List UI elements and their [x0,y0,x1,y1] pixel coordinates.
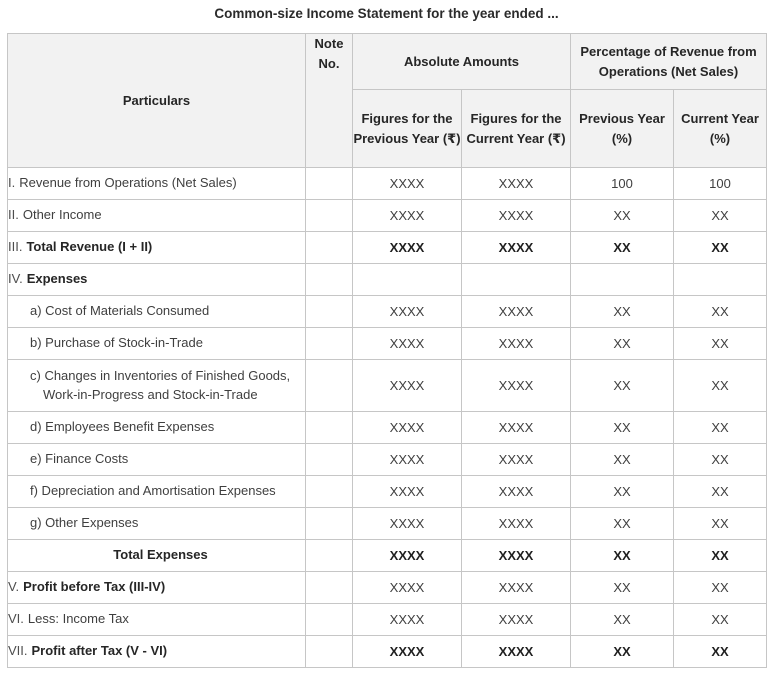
cell-previous-pct: XX [571,360,674,412]
cell-note-no [306,476,353,508]
row-label-line2: Work-in-Progress and Stock-in-Trade [43,386,258,402]
row-prefix: III. [8,239,23,255]
cell-particulars [8,636,306,668]
cell-previous-pct: XX [571,296,674,328]
cell-note-no [306,200,353,232]
cell-previous-pct: XX [571,636,674,668]
cell-figures-previous: XXXX [353,412,462,444]
cell-particulars [8,540,306,572]
cell-figures-previous: XXXX [353,444,462,476]
cell-current-pct: XX [674,508,767,540]
cell-figures-current: XXXX [462,296,571,328]
cell-note-no [306,232,353,264]
cell-note-no [306,540,353,572]
table-row-total-expenses [8,540,767,572]
cell-previous-pct: 100 [571,168,674,200]
cell-current-pct: XX [674,232,767,264]
cell-current-pct [674,264,767,296]
cell-note-no [306,636,353,668]
cell-previous-pct: XX [571,412,674,444]
cell-previous-pct: XX [571,200,674,232]
row-label: Profit before Tax (III-IV) [23,579,166,595]
cell-figures-current: XXXX [462,604,571,636]
cell-note-no [306,264,353,296]
cell-figures-previous: XXXX [353,296,462,328]
row-prefix: I. [8,175,16,191]
header-current-year-pct: Current Year (%) [674,90,767,168]
cell-figures-current: XXXX [462,636,571,668]
table-row-other-expenses [8,508,767,540]
table-row-finance-costs [8,444,767,476]
cell-particulars [8,232,306,264]
cell-particulars [8,328,306,360]
row-label: Less: Income Tax [27,611,129,627]
cell-figures-current: XXXX [462,540,571,572]
cell-figures-previous: XXXX [353,476,462,508]
row-prefix: V. [8,579,20,595]
cell-current-pct: XX [674,296,767,328]
cell-figures-previous [353,264,462,296]
cell-figures-current: XXXX [462,200,571,232]
cell-figures-previous: XXXX [353,604,462,636]
row-prefix: VII. [8,643,28,659]
cell-particulars [8,412,306,444]
cell-previous-pct: XX [571,476,674,508]
header-row-groups [8,34,767,90]
table-row-expenses-heading [8,264,767,296]
cell-figures-previous: XXXX [353,168,462,200]
cell-previous-pct [571,264,674,296]
cell-current-pct: XX [674,540,767,572]
cell-note-no [306,360,353,412]
cell-figures-previous: XXXX [353,232,462,264]
row-prefix: IV. [8,271,23,287]
table-row-total-revenue [8,232,767,264]
header-percentage-group: Percentage of Revenue from Operations (Net Sales) [571,34,767,90]
cell-current-pct: XX [674,476,767,508]
cell-figures-previous: XXXX [353,328,462,360]
header-previous-year-pct: Previous Year (%) [571,90,674,168]
cell-current-pct: XX [674,200,767,232]
row-label: f) Depreciation and Amortisation Expenses [30,483,276,499]
cell-particulars [8,604,306,636]
cell-note-no [306,412,353,444]
cell-note-no [306,328,353,360]
cell-figures-current [462,264,571,296]
cell-note-no [306,168,353,200]
header-absolute-amounts: Absolute Amounts [353,34,571,90]
cell-figures-current: XXXX [462,328,571,360]
cell-figures-current: XXXX [462,168,571,200]
cell-current-pct: XX [674,360,767,412]
cell-particulars [8,476,306,508]
cell-particulars [8,508,306,540]
cell-figures-previous: XXXX [353,508,462,540]
cell-figures-previous: XXXX [353,572,462,604]
cell-particulars [8,296,306,328]
cell-figures-current: XXXX [462,232,571,264]
row-label: Profit after Tax (V - VI) [31,643,168,659]
row-label: c) Changes in Inventories of Finished Goods, [30,367,291,383]
cell-previous-pct: XX [571,540,674,572]
cell-current-pct: XX [674,572,767,604]
row-prefix: II. [8,207,19,223]
table-row-purchase-stock [8,328,767,360]
cell-particulars [8,360,306,412]
cell-figures-current: XXXX [462,360,571,412]
cell-note-no [306,296,353,328]
cell-previous-pct: XX [571,328,674,360]
cell-note-no [306,508,353,540]
cell-particulars [8,168,306,200]
row-label: Revenue from Operations (Net Sales) [19,175,237,191]
row-label: Expenses [26,271,88,287]
cell-current-pct: XX [674,636,767,668]
cell-previous-pct: XX [571,508,674,540]
cell-figures-current: XXXX [462,444,571,476]
cell-current-pct: XX [674,604,767,636]
table-row-other-income [8,200,767,232]
row-label: a) Cost of Materials Consumed [30,303,210,319]
cell-figures-current: XXXX [462,412,571,444]
table-row-changes-inventories [8,360,767,412]
cell-figures-previous: XXXX [353,636,462,668]
header-particulars: Particulars [8,34,306,168]
table-row-profit-before-tax [8,572,767,604]
cell-figures-current: XXXX [462,508,571,540]
cell-current-pct: XX [674,328,767,360]
header-note-no: Note No. [306,34,353,168]
header-figures-current-year: Figures for the Current Year (₹) [462,90,571,168]
row-label: e) Finance Costs [30,451,129,467]
row-label: Total Expenses [113,547,208,563]
row-label: d) Employees Benefit Expenses [30,419,215,435]
cell-current-pct: XX [674,412,767,444]
table-row-depreciation [8,476,767,508]
page-title: Common-size Income Statement for the year ended ... [214,6,559,21]
table-row-employees-benefit [8,412,767,444]
cell-figures-previous: XXXX [353,540,462,572]
row-label: Other Income [22,207,102,223]
row-prefix: VI. [8,611,24,627]
cell-figures-current: XXXX [462,476,571,508]
cell-current-pct: XX [674,444,767,476]
cell-figures-previous: XXXX [353,360,462,412]
cell-particulars [8,200,306,232]
cell-figures-previous: XXXX [353,200,462,232]
cell-note-no [306,572,353,604]
row-label: Total Revenue (I + II) [26,239,153,255]
cell-figures-current: XXXX [462,572,571,604]
row-label: b) Purchase of Stock-in-Trade [30,335,203,351]
income-statement-table [7,33,767,668]
cell-current-pct: 100 [674,168,767,200]
cell-particulars [8,264,306,296]
cell-previous-pct: XX [571,232,674,264]
table-row-revenue-operations [8,168,767,200]
header-figures-previous-year: Figures for the Previous Year (₹) [353,90,462,168]
cell-previous-pct: XX [571,572,674,604]
cell-particulars [8,572,306,604]
row-label: g) Other Expenses [30,515,139,531]
cell-note-no [306,604,353,636]
cell-previous-pct: XX [571,604,674,636]
table-row-cost-of-materials [8,296,767,328]
cell-previous-pct: XX [571,444,674,476]
table-row-profit-after-tax [8,636,767,668]
cell-note-no [306,444,353,476]
cell-particulars [8,444,306,476]
table-row-income-tax [8,604,767,636]
